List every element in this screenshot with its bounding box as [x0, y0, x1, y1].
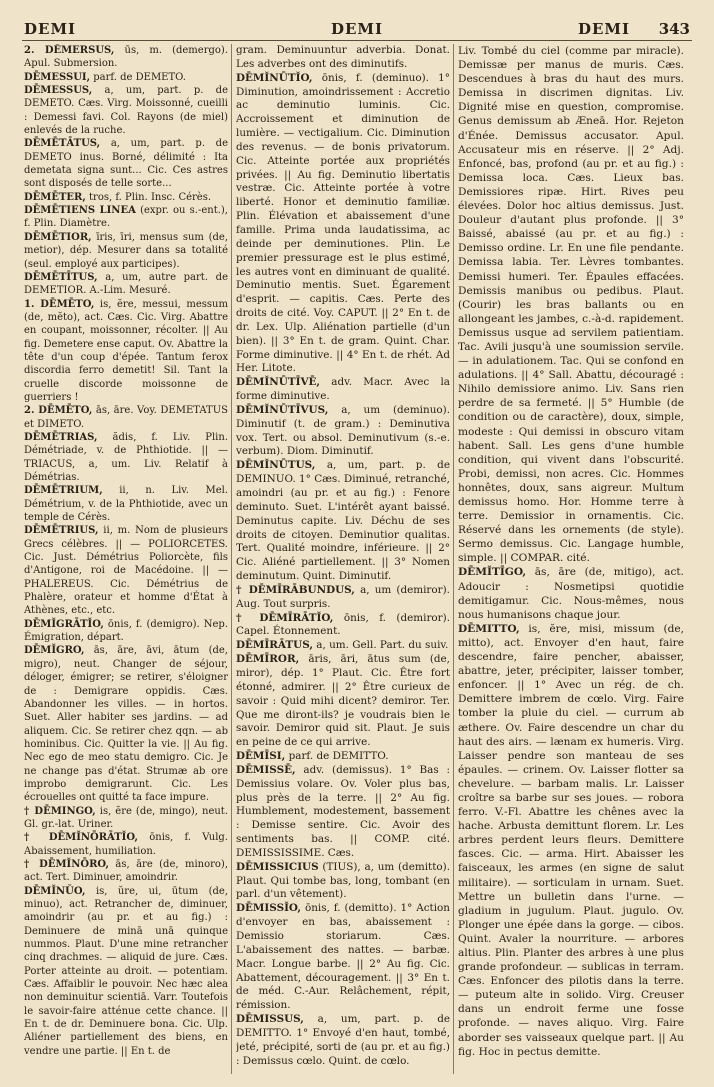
entry-definition: ās, āre, āvi, ātum (de, migro), neut. Changer de séjour, déloger, émigrer; se retirer, s'éloigner de : Demigrare oppidis. Cæs. Abandonner les villes. — in hortos. Suet. Aller habiter ses jardins. — ad aliquem. Cic. Se retirer chez qqn. — ab hominibus. Cic. Quitter la vie. || Au fig. Nec ego de meo statu demigro. Cic. Je ne change pas d'état. Strumæ ab ore improbo demigrarunt. Cic. Les écrouelles ont quitté ta face impure. [24, 645, 228, 804]
running-header [24, 20, 690, 38]
dictionary-entry [24, 431, 228, 484]
entry-lemma: DĒMĒTĀTUS, [24, 138, 101, 150]
header-guideword-right: DEMI [577, 20, 630, 38]
entry-lemma: DĒMĬNŬO, [24, 885, 86, 897]
dictionary-entry [236, 72, 450, 377]
column-3 [458, 44, 684, 1074]
entry-definition: adv. (demissus). 1° Bas : Demissius volare. Ov. Voler plus bas, plus près de la terre. || 2° Au fig. Humblement, modestement, bassement : Demisse sentire. Cic. Avoir des sentiments bas. || COMP. cité. DEMISSISSIME. Cæs. [236, 763, 450, 859]
entry-lemma: DĒMĒTRIAS, [24, 431, 98, 443]
entry-lemma: 2. DĒMĒTO, [24, 405, 93, 417]
entry-lemma: DĒMĬNŪTUS, [236, 459, 316, 472]
dictionary-entry [236, 376, 450, 404]
dictionary-entry [236, 861, 450, 903]
entry-definition: a, um (deminuo). Diminutif (t. de gram.) : Deminutiva vox. Tert. ou absol. Deminutivum (s.-e. verbum). Diom. Diminutif. [236, 403, 450, 458]
entry-lemma: DĒMĒTĪTUS, [24, 271, 98, 283]
dictionary-entry [236, 764, 450, 861]
entry-lemma: † DĒMĪRĀTĬO, [236, 611, 334, 624]
entry-definition: parf. de DEMETO. [93, 71, 186, 83]
entry-definition: a, um, part. p. de DEMITTO. 1° Envoyé d'en haut, tombé, jeté, précipité, sorti de (au pr. et au fig.) : Demissus cœlo. Quint. de cœlo. [236, 1013, 450, 1067]
dictionary-entry [24, 231, 228, 271]
entry-lemma: DĒMĬTĪGO, [458, 566, 527, 579]
entry-definition: is, ĕre, misi, missum (de, mitto), act. Envoyer d'en haut, faire descendre, faire pencher, abaisser, abattre, jeter, précipiter, laisser tomber, enfoncer. || 1° Avec un rég. de ch. Demittere imbrem de cœlo. Virg. Faire tomber la pluie du ciel. — currum ab æthere. Ov. Faire descendre un char du haut des airs. — lænam ex humeris. Virg. Laisser pendre son manteau de ses épaules. — crinem. Ov. Laisser flotter sa chevelure. — barbam malis. Lr. Laisser croître sa barbe sur ses joues. — robora ferro. V.-Fl. Abattre les chênes avec la hache. Arbusta demittunt florem. Lr. Les arbres perdent leurs fleurs. Demittere fasces. Cic. — arma. Hirt. Abaisser les faisceaux, les armes (en signe de salut militaire). — sorticulam in urnam. Suet. Mettre un bulletin dans l'urne. — gladium in jugulum. Plaut. jugulo. Ov. Plonger une épée dans la gorge. — cibos. Quint. Avaler la nourriture. — arbores altius. Plin. Planter des arbres à une plus grande profondeur. — sublicas in terram. Cæs. Enfoncer des pilotis dans la terre. — puteum alte in solido. Virg. Creuser dans un endroit ferme une fosse profonde. — naves aliquo. Virg. Faire aborder ses vaisseaux quelque part. || Au fig. Hoc in pectus demitte. [458, 622, 684, 1058]
entry-lemma: DĒMĒTIOR, [24, 231, 92, 243]
dictionary-entry [24, 271, 228, 298]
column-separator [453, 44, 454, 1074]
column-separator [231, 44, 232, 1074]
dictionary-entry [236, 639, 450, 653]
entry-definition: āris, āri, ātus sum (de, miror), dép. 1° Plaut. Cic. Être fort étonné, admirer. || 2° Être curieux de savoir : Quid mihi dicent? demiror. Ter. Que me diront-ils? je voudrais bien le savoir. Demiror quid sit. Plaut. Je suis en peine de ce qui arrive. [236, 653, 450, 749]
entry-lemma: DĒMĬGRĀTĬO, [24, 618, 104, 630]
entry-lemma: DĒMĒTRIUS, [24, 525, 99, 537]
dictionary-entry [236, 750, 450, 764]
entry-definition: a, um (demiror). Aug. Tout surpris. [236, 583, 450, 610]
entry-lemma: † DĒMĬNŌRO, [24, 858, 109, 870]
entry-lemma: DĒMĪROR, [236, 653, 300, 666]
entry-definition: ōnis, f. (demigro). Nep. Émigration, départ. [24, 618, 228, 644]
entry-lemma: DĒMĬNŪTĪVUS, [236, 403, 329, 416]
dictionary-entry [24, 885, 228, 1058]
entry-lemma: DĒMĬNŪTĬO, [236, 71, 313, 84]
dictionary-entry [458, 622, 684, 1059]
entry-lemma: DĒMISSUS, [236, 1013, 304, 1026]
entry-definition: ās, āre. Voy. DEMETATUS et DIMETO. [24, 405, 228, 430]
entry-lemma: DĒMISSICIUS [236, 860, 319, 873]
column-2 [236, 44, 450, 1074]
dictionary-entry [236, 459, 450, 584]
entry-lemma: DĒMISSĬO, [236, 902, 301, 915]
entry-definition: ii, n. Liv. Mel. Démétrium, v. de la Phthiotide, avec un temple de Cérès. [24, 485, 228, 524]
entry-lemma: DĒMITTO, [458, 622, 520, 635]
entry-definition: īris, īri, mensus sum (de, metior), dép. Mesurer dans sa totalité (seul. employé aux participes). [24, 231, 228, 270]
entry-lemma: 2. DĒMERSUS, [24, 45, 115, 56]
entry-definition: ūs, m. (demergo). Apul. Submersion. [24, 45, 228, 70]
dictionary-entry [236, 1013, 450, 1068]
entry-lemma: † DĒMĬNŌRĀTĬO, [24, 832, 138, 844]
entry-definition: a, um, autre part. de DEMETIOR. A.-Lim. Mesuré. [24, 271, 228, 297]
header-guideword-left: DEMI [24, 20, 77, 38]
dictionary-entry [236, 612, 450, 640]
entry-definition: ădis, f. Liv. Plin. Démétriade, v. de Phthiotide. || — TRIACUS, a, um. Liv. Relatif à Démétrias. [24, 431, 228, 483]
entry-lemma: DĒMĒTRIUM, [24, 485, 103, 497]
dictionary-entry [24, 484, 228, 524]
dictionary-entry [24, 298, 228, 405]
entry-definition: (TIUS), a, um (demitto). Plaut. Qui tombe bas, long, tombant (en parl. d'un vêtement). [236, 860, 450, 901]
entry-lemma: DĒMĪRĀTUS, [236, 639, 313, 652]
entry-definition: ōnis, f. (demitto). 1° Action d'envoyer en bas, abaissement : Demissio storiarum. Cæs. L'abaissement des nattes. — barbæ. Macr. Longue barbe. || 2° Au fig. Cic. Abattement, découragement. || 3° En t. de méd. C.-Aur. Relâchement, répit, rémission. [236, 902, 450, 1012]
dictionary-entry [236, 44, 450, 72]
entry-lemma: † DĒMĪRĀBUNDUS, [236, 583, 355, 596]
entry-lemma: DĒMĪSI, [236, 750, 286, 763]
dictionary-entry [24, 191, 228, 204]
entry-definition: (expr. ou s.-ent.), f. Plin. Diamètre. [24, 205, 228, 230]
page-number: 343 [658, 20, 690, 38]
dictionary-entry [236, 404, 450, 459]
entry-definition: a, um, part. p. de DEMETO inus. Borné, délimité : Ita demetata signa sunt... Cic. Ces astres sont disposés de telle sorte... [24, 138, 228, 190]
entry-lemma: DĒMĬGRO, [24, 645, 85, 657]
entry-lemma: DĒMĒTER, [24, 191, 86, 203]
entry-definition: a, um, part. p. de DEMETO. Cæs. Virg. Moissonné, cueilli : Demessi favi. Col. Rayons (de miel) enlevés de la ruche. [24, 85, 228, 137]
entry-definition: ōnis, f. (deminuo). 1° Diminution, amoindrissement : Accretio ac deminutio luminis. Cic. Accroissement et diminution de lumière. — vectigalium. Cic. Diminution des revenus. — de bonis privatorum. Cic. Atteinte portée aux propriétés privées. || Au fig. Deminutio libertatis vestræ. Cic. Atteinte portée à votre liberté. Honor et deminutio familiæ. Plin. Élévation et abaissement d'une famille. Prima unda laudatissima, ac deinde per deminutiones. Plin. Le premier pressurage est le plus estimé, les autres vont en diminuant de qualité. Deminutio mentis. Suet. Égarement d'esprit. — capitis. Cæs. Perte des droits de cité. Voy. CAPUT. || 2° En t. de dr. Lex. Ulp. Aliénation partielle (d'un bien). || 3° En t. de gram. Quint. Char. Forme diminutive. || 4° En t. de rhét. Ad Her. Litote. [236, 71, 450, 375]
dictionary-entry [236, 584, 450, 612]
entry-lemma: † DĒMINGO, [24, 805, 96, 817]
header-guideword-center: DEMI [330, 20, 384, 38]
dictionary-entry [458, 44, 684, 565]
dictionary-entry [24, 644, 228, 804]
entry-definition: ās, āre (de, minoro), act. Tert. Diminuer, amoindrir. [24, 858, 228, 884]
dictionary-entry [24, 71, 228, 84]
entry-definition: a, um. Gell. Part. du suiv. [316, 639, 449, 652]
entry-lemma: DĒMĬNŪTĪVĒ, [236, 376, 321, 389]
dictionary-entry [24, 44, 228, 71]
entry-definition: ōnis, f. Vulg. Abaissement, humiliation. [24, 832, 228, 857]
entry-definition: adv. Macr. Avec la forme diminutive. [236, 376, 450, 403]
dictionary-entry [24, 84, 228, 137]
dictionary-entry [24, 805, 228, 832]
dictionary-entry [24, 204, 228, 231]
entry-definition: Liv. Tombé du ciel (comme par miracle). Demissæ per manus de muris. Cæs. Descendues à bras du haut des murs. Demissa in discrimen dignitas. Liv. Dignité mise en question, compromise. Genus demissum ab Æneā. Hor. Rejeton d'Énée. Demissus accusator. Apul. Accusateur mis en réserve. || 2° Adj. Enfoncé, bas, profond (au pr. et au fig.) : Demissa loca. Cæs. Lieux bas. Demissiores ripæ. Hirt. Rives peu élevées. Dolor hoc altius demissus. Just. Douleur d'autant plus profonde. || 3° Baissé, abaissé (au pr. et au fig.) : Demisso ordine. Lr. En une file pendante. Demissa labia. Ter. Lèvres tombantes. Demissi humeri. Ter. Épaules effacées. Demissis manibus ou pedibus. Plaut. (Courir) les bras ballants ou en allongeant les jambes, c.-à-d. rapidement. Demissus usque ad servilem patientiam. Tac. Avili jusqu'à une soumission servile. — in adulationem. Tac. Qui se confond en adulations. || 4° Sall. Abattu, découragé : Nihilo demissiore animo. Liv. Sans rien perdre de sa fermeté. || 5° Humble (de condition ou de caractère), doux, simple, modeste : Qui demissi in obscuro vitam habent. Sall. Les gens d'une humble condition, qui vivent dans l'obscurité. Probi, demissi, non acres. Cic. Hommes honnêtes, doux, sans aigreur. Multum demissus homo. Hor. Homme terre à terre. Demissior in ornamentis. Cic. Réservé dans les ornements (de style). Sermo demissus. Cic. Langage humble, simple. || COMPAR. cité. [458, 45, 684, 565]
entry-definition: is, ŭre, ui, ūtum (de, minuo), act. Retrancher de, diminuer, amoindrir (au pr. et au fig.) : Deminuere de minā unā quinque nummos. Plaut. D'une mine retrancher cinq drachmes. — aliquid de jure. Cæs. Porter atteinte au droit. — potentiam. Cæs. Affaiblir le pouvoir. Nec hæc alea non deminuitur scientiā. Varr. Toutefois le savoir-faire atténue cette chance. || En t. de dr. Deminuere bona. Cic. Ulp. Aliéner partiellement des biens, en vendre une partie. || En t. de [24, 885, 228, 1057]
entry-lemma: DĒMESSUS, [24, 85, 93, 97]
column-1 [24, 44, 228, 1074]
entry-definition: ii, m. Nom de plusieurs Grecs célèbres. || — POLIORCETES. Cic. Just. Démétrius Poliorcète, fils d'Antigone, roi de Macédoine. || — PHALEREUS. Cic. Démétrius de Phalère, orateur et homme d'État à Athènes, etc., etc. [24, 525, 228, 617]
entry-definition: parf. de DEMITTO. [288, 750, 389, 763]
dictionary-entry [236, 653, 450, 750]
entry-definition: ōnis, f. (demiror). Capel. Étonnement. [236, 611, 450, 638]
entry-definition: a, um, part. p. de DEMINUO. 1° Cæs. Diminué, retranché, amoindri (au pr. et au fig.) : Fenore deminuto. Suet. L'intérêt ayant baissé. Deminutus capite. Liv. Déchu de ses droits de citoyen. Deminutior qualitas. Tert. Qualité moindre, inférieure. || 2° Cic. Aliéné partiellement. || 3° Nomen deminutum. Quint. Diminutif. [236, 459, 450, 583]
dictionary-entry [458, 565, 684, 621]
dictionary-entry [236, 902, 450, 1013]
entry-lemma: DĒMĒTIENS LINEA [24, 205, 136, 217]
dictionary-entry [24, 404, 228, 431]
dictionary-entry [24, 618, 228, 645]
entry-definition: tros, f. Plin. Insc. Cérès. [89, 191, 212, 203]
entry-lemma: DĒMESSUI, [24, 71, 91, 83]
header-rule [22, 40, 692, 41]
entry-lemma: DĒMISSĒ, [236, 763, 296, 776]
entry-definition: ās, āre (de, mitigo), act. Adoucir : Nosmetipsi quotidie demitigamur. Cic. Nous-mêmes, nous nous humanisons chaque jour. [458, 566, 684, 621]
entry-lemma: 1. DĒMĒTO, [24, 298, 95, 310]
entry-definition: gram. Deminuuntur adverbia. Donat. Les adverbes ont des diminutifs. [236, 44, 450, 70]
dictionary-entry [24, 831, 228, 858]
entry-definition: is, ĕre (de, mingo), neut. Gl. gr.-lat. Uriner. [24, 805, 228, 830]
dictionary-entry [24, 524, 228, 617]
dictionary-entry [24, 858, 228, 885]
entry-definition: is, ĕre, messui, messum (de, mĕto), act. Cæs. Cic. Virg. Abattre en coupant, moissonner, récolter. || Au fig. Demetere ense caput. Ov. Abattre la tête d'un coup d'épée. Tantum ferox discordia ferro demetit! Sil. Tant la cruelle discorde moissonne de guerriers ! [24, 298, 228, 403]
dictionary-entry [24, 137, 228, 190]
